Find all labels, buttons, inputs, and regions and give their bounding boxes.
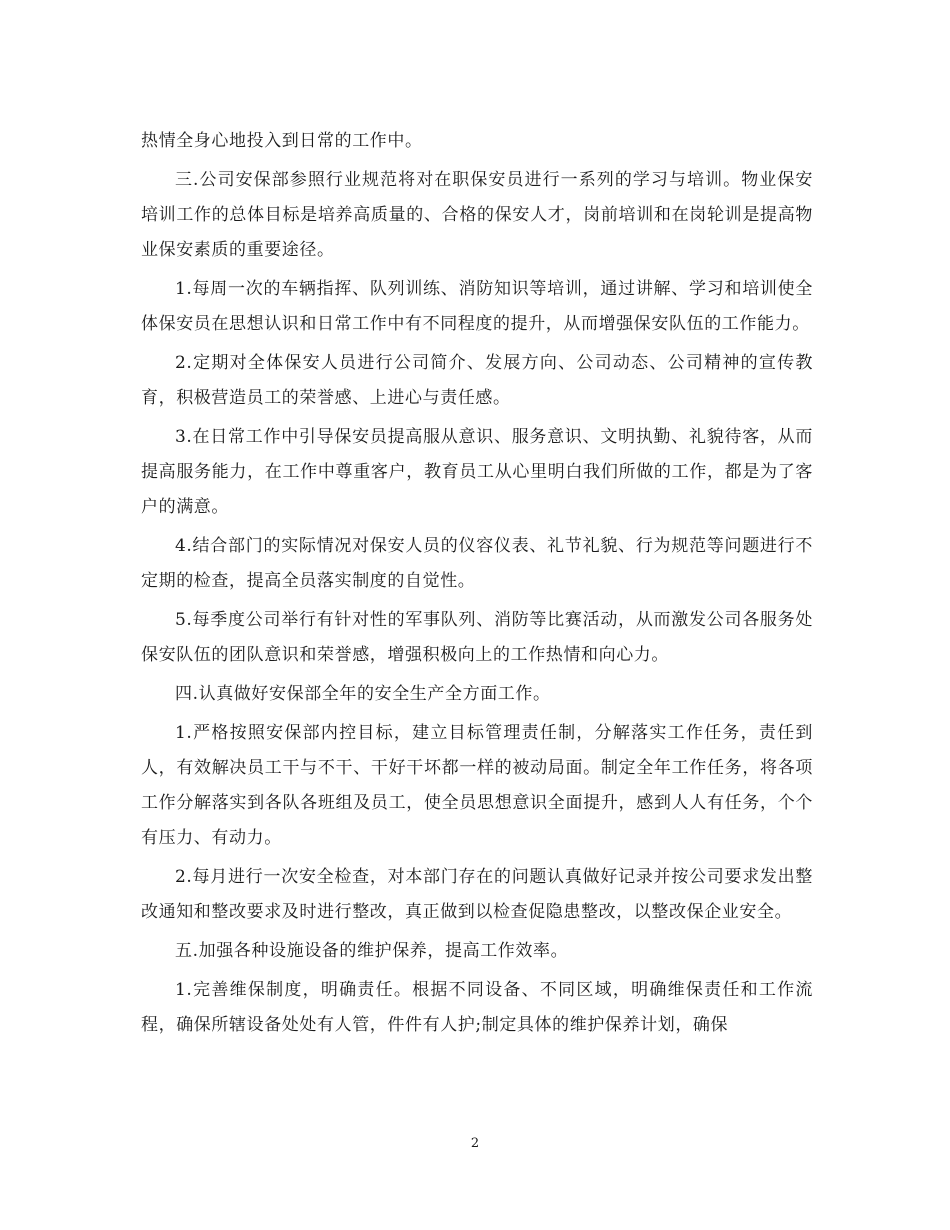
paragraph-section-five: 五.加强各种设施设备的维护保养，提高工作效率。 <box>175 941 569 961</box>
paragraph-section-four: 四.认真做好安保部全年的安全生产全方面工作。 <box>175 684 551 704</box>
paragraph-continuation: 热情全身心地投入到日常的工作中。 <box>141 131 423 151</box>
paragraph-section-five-item-1: 1.完善维保制度，明确责任。根据不同设备、不同区域，明确维保责任和工作流程，确保所辖设备处处有人管，件件有人护;制定具体的维护保养计划，确保 <box>141 980 813 1035</box>
paragraph-section-three: 三.公司安保部参照行业规范将对在职保安员进行一系列的学习与培训。物业保安培训工作的总体目标是培养高质量的、合格的保安人才，岗前培训和在岗轮训是提高物业保安素质的重要途径。 <box>141 170 813 260</box>
paragraph-item-1: 1.每周一次的车辆指挥、队列训练、消防知识等培训，通过讲解、学习和培训使全体保安员在思想认识和日常工作中有不同程度的提升，从而增强保安队伍的工作能力。 <box>141 279 813 334</box>
document-body <box>141 124 813 1047</box>
paragraph-section-four-item-1: 1.严格按照安保部内控目标，建立目标管理责任制，分解落实工作任务，责任到人，有效解决员工干与不干、干好干坏都一样的被动局面。制定全年工作任务，将各项工作分解落实到各队各班组及员工，使全员思想意识全面提升，感到人人有任务，个个有压力、有动力。 <box>141 723 813 848</box>
paragraph-item-4: 4.结合部门的实际情况对保安人员的仪容仪表、礼节礼貌、行为规范等问题进行不定期的检查，提高全员落实制度的自觉性。 <box>141 536 813 591</box>
paragraph-section-four-item-2: 2.每月进行一次安全检查，对本部门存在的问题认真做好记录并按公司要求发出整改通知和整改要求及时进行整改，真正做到以检查促隐患整改，以整改保企业安全。 <box>141 867 813 922</box>
page-number: 2 <box>470 1136 480 1151</box>
paragraph-item-2: 2.定期对全体保安人员进行公司简介、发展方向、公司动态、公司精神的宣传教育，积极营造员工的荣誉感、上进心与责任感。 <box>141 353 813 408</box>
paragraph-item-3: 3.在日常工作中引导保安员提高服从意识、服务意识、文明执勤、礼貌待客，从而提高服务能力，在工作中尊重客户，教育员工从心里明白我们所做的工作，都是为了客户的满意。 <box>141 427 813 517</box>
paragraph-item-5: 5.每季度公司举行有针对性的军事队列、消防等比赛活动，从而激发公司各服务处保安队伍的团队意识和荣誉感，增强积极向上的工作热情和向心力。 <box>141 610 813 665</box>
